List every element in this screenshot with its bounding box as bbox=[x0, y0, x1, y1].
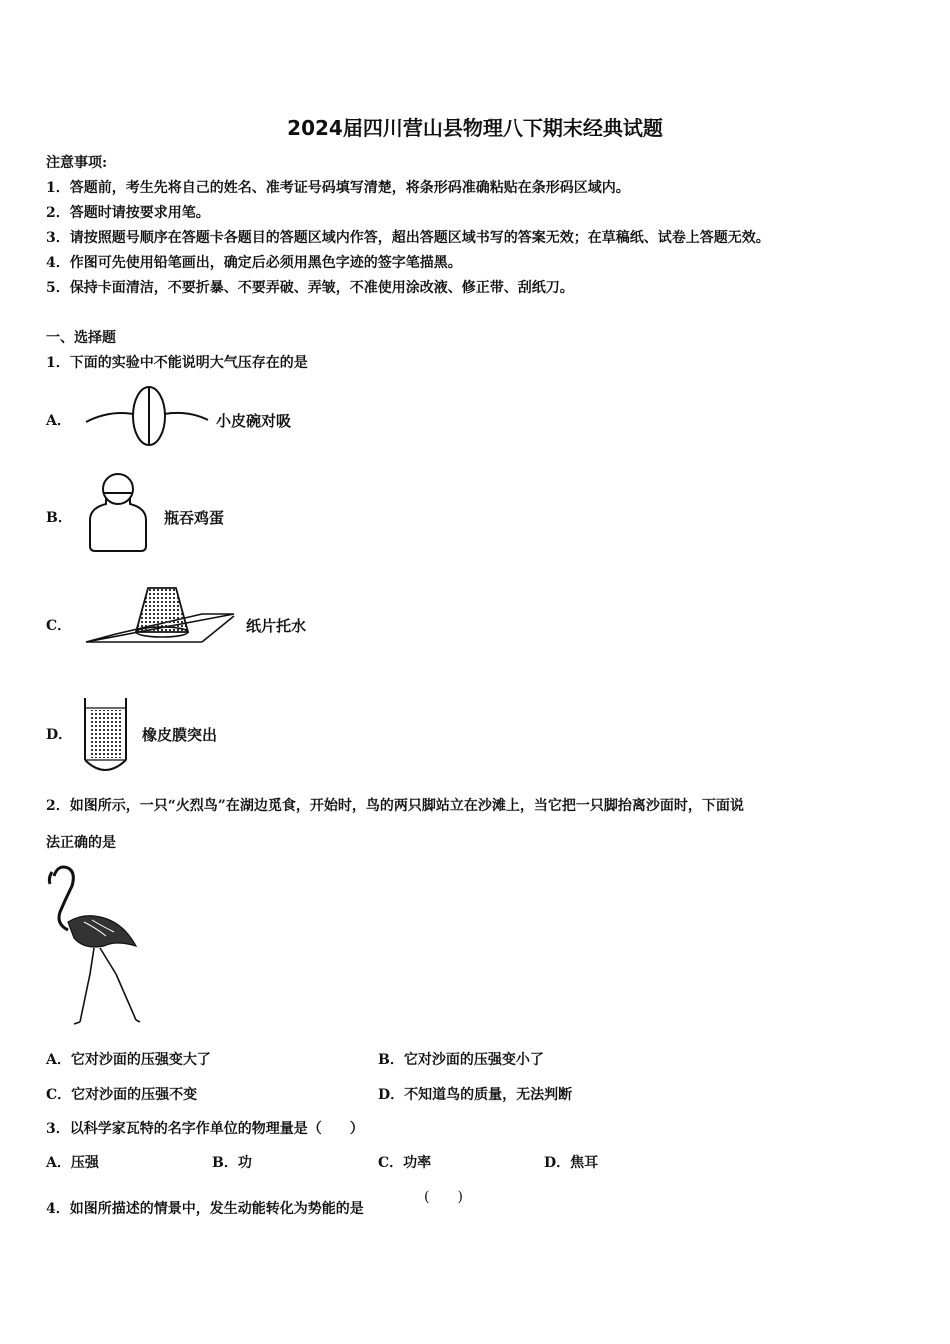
option-b-label: B． bbox=[46, 510, 72, 526]
question-2-stem-cont: 法正确的是 bbox=[46, 835, 116, 851]
suction-cups-figure bbox=[84, 384, 214, 448]
notice-item: 4．作图可先使用铅笔画出，确定后必须用黑色字迹的签字笔描黑。 bbox=[46, 255, 462, 271]
question-3-stem: 3．以科学家瓦特的名字作单位的物理量是（ ） bbox=[46, 1121, 364, 1137]
option-c-label: C． bbox=[46, 618, 72, 634]
q2-option-c: C．它对沙面的压强不变 bbox=[46, 1087, 198, 1103]
q3-option-b: B．功 bbox=[212, 1155, 252, 1171]
q3-option-d: D．焦耳 bbox=[544, 1155, 599, 1171]
option-d-label: D． bbox=[46, 727, 73, 743]
option-b-text: 瓶吞鸡蛋 bbox=[164, 509, 225, 527]
notice-item: 2．答题时请按要求用笔。 bbox=[46, 205, 210, 221]
question-4-stem: 4．如图所描述的情景中，发生动能转化为势能的是 bbox=[46, 1201, 364, 1217]
q2-option-d: D．不知道鸟的质量，无法判断 bbox=[378, 1087, 573, 1103]
q2-option-a: A．它对沙面的压强变大了 bbox=[46, 1052, 211, 1068]
flamingo-figure bbox=[44, 862, 144, 1026]
question-1-stem: 1．下面的实验中不能说明大气压存在的是 bbox=[46, 355, 308, 371]
option-a-label: A． bbox=[46, 413, 71, 429]
option-d-text: 橡皮膜突出 bbox=[142, 726, 218, 744]
paper-cup-water-figure bbox=[84, 584, 236, 646]
question-2-stem: 2．如图所示，一只“火烈鸟”在湖边觅食，开始时，鸟的两只脚站立在沙滩上，当它把一只脚抬离沙面时，下面说 bbox=[46, 798, 744, 814]
q3-option-c: C．功率 bbox=[378, 1155, 432, 1171]
section-heading: 一、选择题 bbox=[46, 330, 116, 346]
q3-option-a: A．压强 bbox=[46, 1155, 99, 1171]
page-title: 2024届四川营山县物理八下期末经典试题 bbox=[287, 116, 663, 140]
answer-parentheses: ( ) bbox=[424, 1189, 463, 1205]
notice-item: 5．保持卡面清洁，不要折暴、不要弄破、弄皱，不准使用涂改液、修正带、刮纸刀。 bbox=[46, 280, 574, 296]
q2-option-b: B．它对沙面的压强变小了 bbox=[378, 1052, 544, 1068]
option-a-text: 小皮碗对吸 bbox=[216, 412, 292, 430]
option-c-text: 纸片托水 bbox=[246, 617, 307, 635]
bottle-egg-figure bbox=[86, 472, 150, 554]
notice-item: 3．请按照题号顺序在答题卡各题目的答题区域内作答，超出答题区域书写的答案无效；在草稿纸、试卷上答题无效。 bbox=[46, 230, 770, 246]
rubber-membrane-figure bbox=[82, 696, 132, 776]
notice-item: 1．答题前，考生先将自己的姓名、准考证号码填写清楚，将条形码准确粘贴在条形码区域内。 bbox=[46, 180, 630, 196]
notice-heading: 注意事项: bbox=[46, 155, 108, 171]
